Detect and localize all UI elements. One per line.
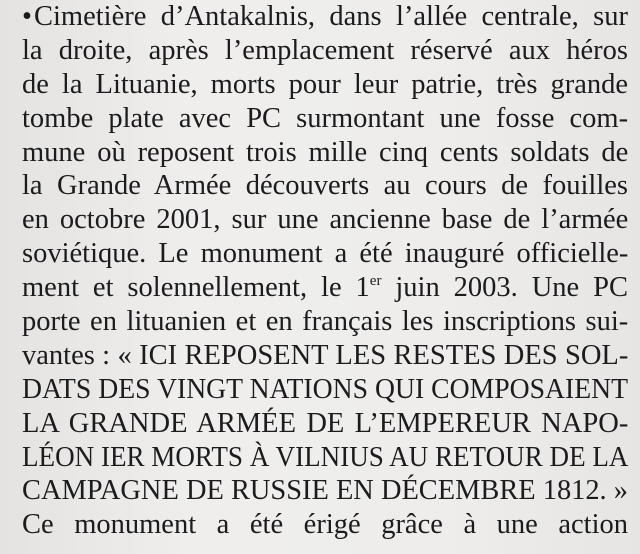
text-line bbox=[22, 0, 628, 34]
ordinal-superscript: er bbox=[369, 273, 382, 290]
text-line: porte en lituanien et en français les inscriptions sui- bbox=[22, 306, 629, 338]
text-line: la droite, après l’emplacement réservé aux héros bbox=[22, 34, 628, 66]
text-line: DATS DES VINGT NATIONS QUI COMPOSAIENT bbox=[22, 373, 628, 405]
paragraph bbox=[22, 0, 628, 542]
line-text-before-superscript: ment et solennellement, le 1 bbox=[22, 272, 370, 304]
text-line: en octobre 2001, sur une ancienne base de l’armée bbox=[22, 204, 629, 236]
line-text-after-superscript: juin 2003. Une PC bbox=[381, 272, 628, 304]
text-line: la Grande Armée découverts au cours de fouilles bbox=[22, 170, 628, 202]
text-line: LA GRANDE ARMÉE DE L’EMPEREUR NAPO- bbox=[22, 407, 629, 439]
text-line: CAMPAGNE DE RUSSIE EN DÉCEMBRE 1812. » bbox=[22, 475, 628, 507]
bullet-icon: • bbox=[22, 1, 32, 32]
line-text: Cimetière d’Antakalnis, dans l’allée centrale, sur bbox=[33, 1, 628, 32]
text-line: soviétique. Le monument a été inauguré officielle- bbox=[22, 238, 629, 270]
text-line: tombe plate avec PC surmontant une fosse com- bbox=[22, 102, 629, 134]
text-line: LÉON IER MORTS À VILNIUS AU RETOUR DE LA bbox=[22, 441, 629, 473]
text-line bbox=[22, 271, 628, 305]
text-line: Ce monument a été érigé grâce à une action bbox=[22, 509, 628, 541]
text-line: vantes : « ICI REPOSENT LES RESTES DES SOL- bbox=[22, 339, 629, 371]
text-line: de la Lituanie, morts pour leur patrie, très grande bbox=[22, 68, 628, 100]
text-line: mune où reposent trois mille cinq cents soldats de bbox=[22, 136, 629, 168]
